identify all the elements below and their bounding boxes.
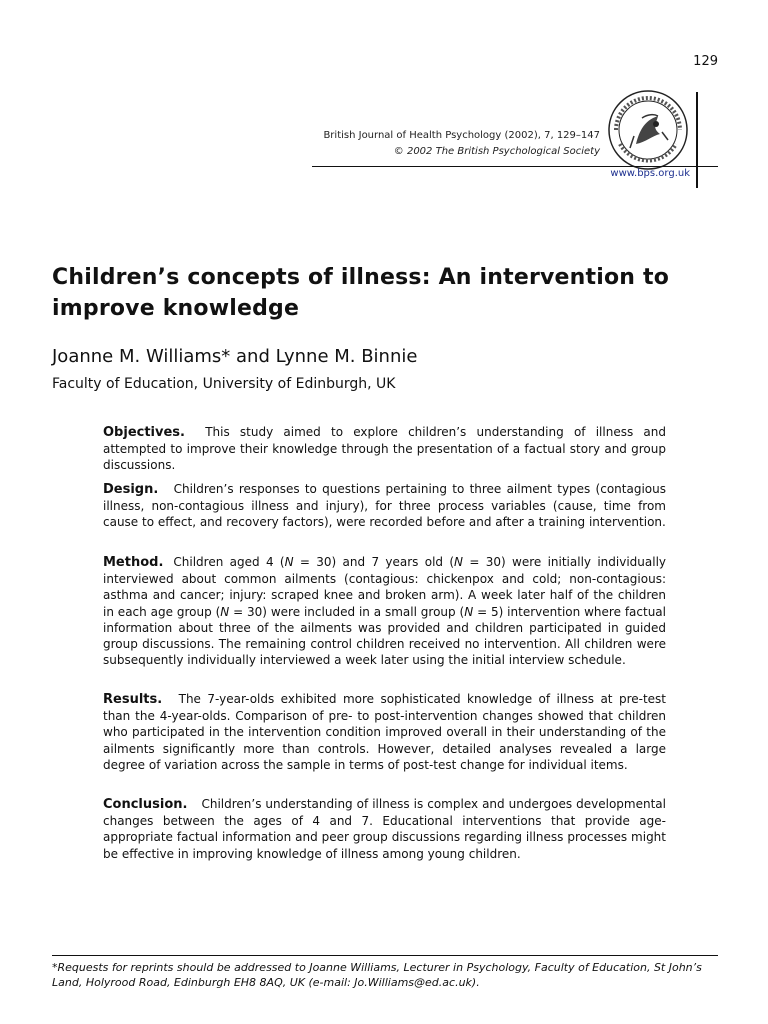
method-n-4: N: [464, 604, 474, 619]
bps-seal-logo: [606, 88, 690, 172]
page-number: 129: [693, 54, 718, 69]
affiliation: Faculty of Education, University of Edinburgh, UK: [52, 376, 396, 392]
bps-website-link[interactable]: www.bps.org.uk: [610, 168, 690, 179]
authors: Joanne M. Williams* and Lynne M. Binnie: [52, 346, 418, 367]
method-text-1: Children aged 4 (: [173, 555, 285, 569]
design-heading: Design.: [103, 482, 159, 497]
results-text: The 7-year-olds exhibited more sophisticated knowledge of illness at pre-test than the 4-year-olds. Comparison of pre- to post-intervention changes showed that children who participated in the intervention condition improved overall in their understanding of the ailments significantly more than controls. However, detailed analyses revealed a large degree of variation across the sample in terms of post-test change for individual items.: [103, 692, 666, 772]
method-heading: Method.: [103, 555, 164, 570]
journal-citation: British Journal of Health Psychology (2002), 7, 129–147: [323, 130, 600, 141]
method-text-2: = 30) and 7 years old (: [293, 555, 455, 569]
design-text: Children’s responses to questions pertaining to three ailment types (contagious illness, non-contagious illness and injury), for three process variables (cause, time from cause to effect, and recovery factors), were recorded before and after a training intervention.: [103, 482, 666, 530]
header-horizontal-rule: [312, 166, 718, 167]
objectives-text: This study aimed to explore children’s understanding of illness and attempted to improve their knowledge through the presentation of a factual story and group discussions.: [103, 425, 666, 473]
method-n-3: N: [220, 604, 230, 619]
copyright-notice: © 2002 The British Psychological Society: [393, 146, 600, 157]
objectives-heading: Objectives.: [103, 425, 185, 440]
method-n-2: N: [454, 555, 464, 569]
header-vertical-rule: [696, 92, 698, 188]
conclusion-heading: Conclusion.: [103, 797, 188, 812]
method-n-1: N: [284, 555, 294, 569]
method-text-4: = 30) were included in a small group (: [229, 604, 465, 619]
abstract-conclusion: [103, 796, 666, 862]
abstract-objectives: [103, 424, 666, 474]
article-title: Children’s concepts of illness: An intervention to improve knowledge: [52, 265, 670, 321]
abstract-results: [103, 691, 666, 773]
results-heading: Results.: [103, 692, 163, 707]
footnote-rule: [52, 955, 718, 956]
footnote: *Requests for reprints should be addressed to Joanne Williams, Lecturer in Psychology, Faculty of Education, St John’s Land, Holyrood Road, Edinburgh EH8 8AQ, UK (e-mail: Jo.Williams@ed.ac.uk).: [52, 961, 702, 989]
conclusion-text: Children’s understanding of illness is complex and undergoes developmental changes between the ages of 4 and 7. Educational interventions that provide age-appropriate factual information and peer group discussions regarding illness processes might be effective in improving knowledge of illness among young children.: [103, 797, 666, 861]
abstract-method: [103, 554, 666, 668]
method-text-3: = 30) were initially individually interviewed about common ailments (contagious: chickenpox and cold; non-contagious: asthma and cancer; injury: scraped knee and broken arm). A week later half of the children in each age group (: [103, 555, 666, 619]
abstract-design: [103, 481, 666, 531]
method-text-5: = 5) intervention where factual information about three of the ailments was provided and children participated in guided group discussions. The remaining control children received no intervention. All children were subsequently individually interviewed a week later using the initial interview schedule.: [103, 604, 666, 668]
